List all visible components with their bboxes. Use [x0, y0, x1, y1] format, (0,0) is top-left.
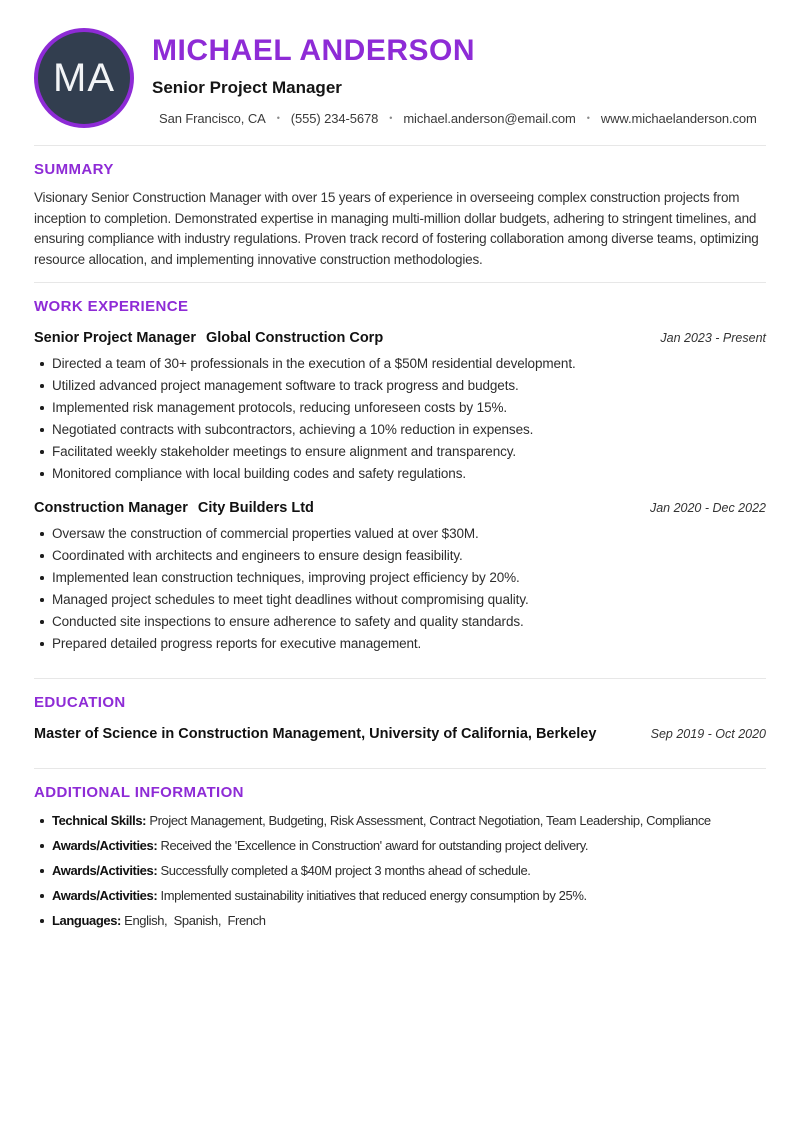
contact-email: michael.anderson@email.com — [403, 111, 576, 126]
work-experience-heading: WORK EXPERIENCE — [34, 298, 189, 315]
bullet-item: Prepared detailed progress reports for executive management. — [34, 636, 766, 651]
contact-phone: (555) 234-5678 — [290, 111, 379, 126]
bullet-item: Directed a team of 30+ professionals in the execution of a $50M residential development. — [34, 356, 766, 371]
item-label: Awards/Activities: — [52, 863, 158, 878]
section-work-experience — [34, 298, 766, 678]
work-entry-header — [34, 500, 766, 517]
item-text: Successfully completed a $40M project 3 months ahead of schedule. — [157, 863, 531, 878]
section-divider — [34, 678, 766, 679]
bullet-item: Negotiated contracts with subcontractors, achieving a 10% reduction in expenses. — [34, 422, 766, 437]
entry-company: City Builders Ltd — [197, 500, 314, 516]
section-divider — [34, 768, 766, 769]
entry-dates: Jan 2023 - Present — [660, 331, 766, 345]
education-degree: Master of Science in Construction Management, University of California, Berkeley — [34, 726, 597, 742]
work-entry — [34, 330, 766, 481]
entry-bullet-list — [34, 526, 766, 651]
entry-company: Global Construction Corp — [205, 330, 384, 346]
section-additional-information — [34, 784, 766, 928]
item-text: English, Spanish, French — [120, 913, 266, 928]
item-label: Awards/Activities: — [52, 838, 158, 853]
bullet-item: Facilitated weekly stakeholder meetings to ensure alignment and transparency. — [34, 444, 766, 459]
bullet-item: Monitored compliance with local building codes and safety regulations. — [34, 466, 766, 481]
education-heading: EDUCATION — [34, 694, 126, 711]
contact-location: San Francisco, CA — [159, 111, 266, 126]
work-entry — [34, 500, 766, 651]
entry-dates: Jan 2020 - Dec 2022 — [649, 501, 766, 515]
entry-title — [34, 500, 314, 517]
bullet-item: Managed project schedules to meet tight deadlines without compromising quality. — [34, 592, 766, 607]
section-divider — [34, 282, 766, 283]
bullet-separator-icon: • — [586, 113, 590, 123]
avatar-initials: MA — [53, 55, 115, 100]
additional-info-item — [34, 913, 766, 928]
avatar — [34, 28, 134, 128]
bullet-item: Implemented lean construction techniques, improving project efficiency by 20%. — [34, 570, 766, 585]
bullet-item: Coordinated with architects and engineers to ensure design feasibility. — [34, 548, 766, 563]
additional-info-item — [34, 863, 766, 878]
entry-bullet-list — [34, 356, 766, 481]
section-education — [34, 694, 766, 768]
additional-info-list — [34, 813, 766, 928]
entry-position: Construction Manager — [34, 500, 188, 516]
section-summary — [34, 161, 766, 270]
bullet-item: Utilized advanced project management software to track progress and budgets. — [34, 378, 766, 393]
item-text: Received the 'Excellence in Construction' award for outstanding project delivery. — [157, 838, 589, 853]
item-text: Project Management, Budgeting, Risk Assessment, Contract Negotiation, Team Leadership, Compliance — [146, 813, 711, 828]
section-divider — [34, 145, 766, 146]
bullet-separator-icon: • — [276, 113, 280, 123]
contact-website: www.michaelanderson.com — [600, 111, 757, 126]
item-label: Languages: — [52, 913, 121, 928]
bullet-item: Oversaw the construction of commercial properties valued at over $30M. — [34, 526, 766, 541]
entry-position: Senior Project Manager — [34, 330, 196, 346]
candidate-job-title: Senior Project Manager — [152, 78, 342, 97]
item-label: Awards/Activities: — [52, 888, 158, 903]
education-dates: Sep 2019 - Oct 2020 — [650, 727, 766, 741]
contact-row — [152, 111, 757, 126]
bullet-item: Conducted site inspections to ensure adherence to safety and quality standards. — [34, 614, 766, 629]
additional-info-item — [34, 888, 766, 903]
header-text — [152, 28, 757, 126]
resume-header — [34, 28, 766, 145]
additional-info-item — [34, 838, 766, 853]
education-entry — [34, 726, 766, 743]
candidate-name: MICHAEL ANDERSON — [152, 34, 476, 67]
additional-information-heading: ADDITIONAL INFORMATION — [34, 784, 244, 801]
entry-title — [34, 330, 383, 347]
summary-text: Visionary Senior Construction Manager with over 15 years of experience in overseeing complex construction projects from inception to completion. Demonstrated expertise in managing multi-million dollar budgets, adhering to stringent timelines, and ensuring compliance with industry regulations. Proven track record of fostering collaboration among diverse teams, optimizing resource allocation, and implementing innovative construction methodologies. — [34, 190, 759, 267]
item-text: Implemented sustainability initiatives that reduced energy consumption by 25%. — [157, 888, 587, 903]
bullet-item: Implemented risk management protocols, reducing unforeseen costs by 15%. — [34, 400, 766, 415]
work-entry-header — [34, 330, 766, 347]
item-label: Technical Skills: — [52, 813, 147, 828]
additional-info-item — [34, 813, 766, 828]
bullet-separator-icon: • — [389, 113, 393, 123]
summary-heading: SUMMARY — [34, 161, 114, 178]
